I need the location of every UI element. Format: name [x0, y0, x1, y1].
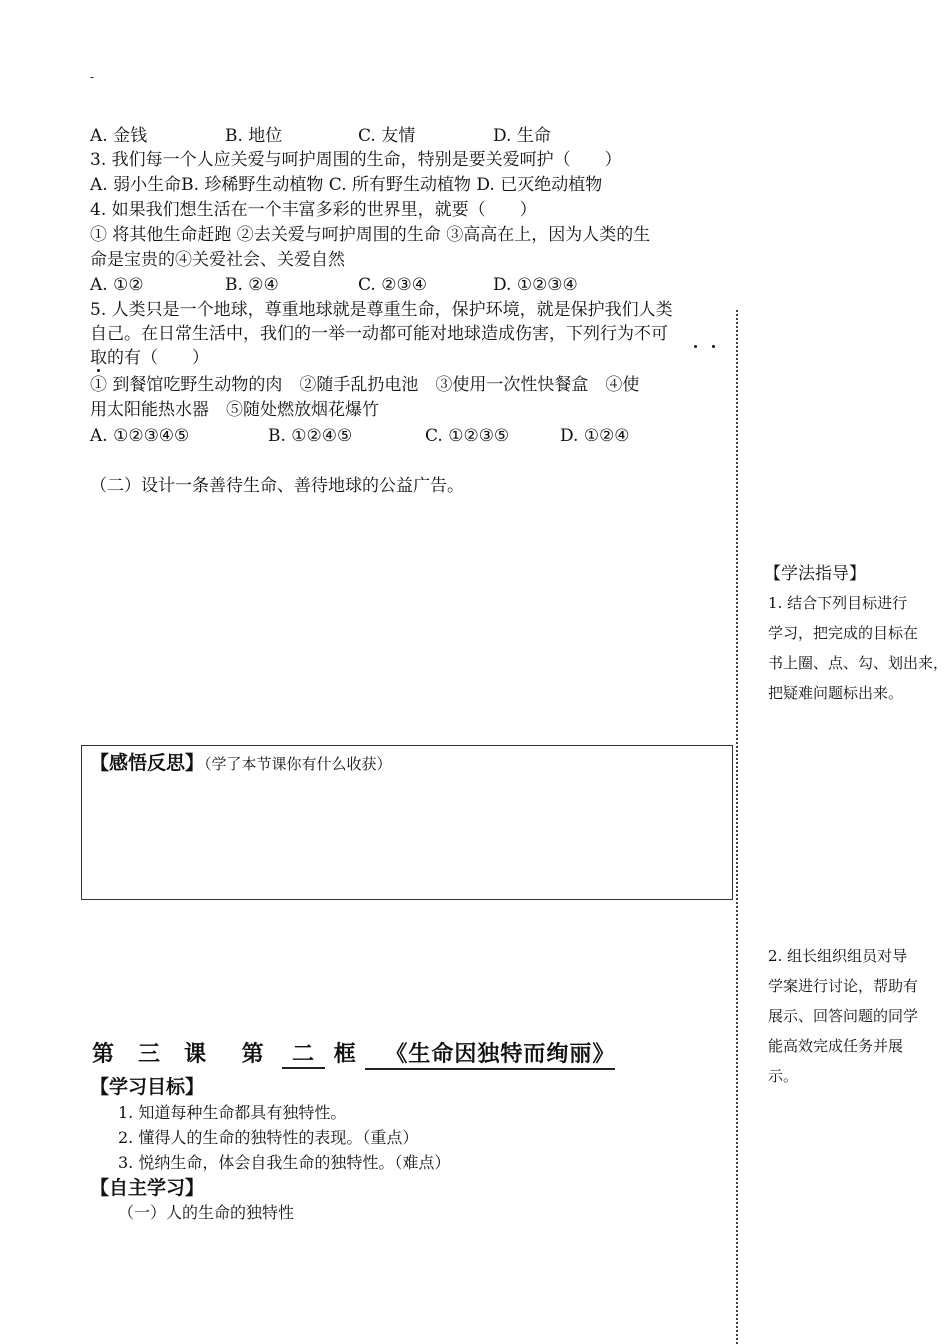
goal-item: 2. 懂得人的生命的独特性的表现。（重点）: [118, 1128, 419, 1147]
q5-line3: 取的有（ ）: [90, 348, 209, 368]
design-task: （二）设计一条善待生命、善待地球的公益广告。: [90, 476, 464, 496]
emphasis-dot: [97, 369, 100, 372]
tip-line: 展示、回答问题的同学: [768, 1007, 919, 1025]
lesson-title: [92, 1037, 615, 1068]
goals-heading: 【学习目标】: [90, 1076, 205, 1098]
page-marker: -: [90, 70, 95, 84]
q2-option-d: D. 生命: [493, 126, 551, 146]
q4-stem: 4. 如果我们想生活在一个丰富多彩的世界里，就要（ ）: [90, 200, 537, 220]
q4-line2: 命是宝贵的④关爱社会、关爱自然: [90, 250, 345, 270]
q5-line1: 5. 人类只是一个地球，尊重地球就是尊重生命，保护环境，就是保护我们人类: [90, 300, 673, 320]
sidebar-heading: 【学法指导】: [764, 564, 866, 584]
q5-line2: 自己。在日常生活中，我们的一举一动都可能对地球造成伤害，下列行为不可: [90, 324, 668, 344]
frame-prefix: 第: [241, 1042, 265, 1067]
emphasis-dot: [694, 345, 697, 348]
tip-line: 2. 组长组织组员对导: [768, 947, 908, 965]
q5-option-a: A. ①②③④⑤: [90, 426, 190, 446]
reflection-box[interactable]: [81, 745, 733, 900]
q5-option-b: B. ①②④⑤: [268, 426, 353, 446]
q2-option-c: C. 友情: [358, 126, 416, 146]
tip-line: 示。: [768, 1067, 799, 1085]
q2-option-a: A. 金钱: [90, 126, 148, 146]
q4-option-d: D. ①②③④: [493, 275, 578, 295]
frame-suffix: 框: [333, 1042, 357, 1067]
tip-line: 能高效完成任务并展: [768, 1037, 904, 1055]
q5-option-d: D. ①②④: [560, 426, 630, 446]
q3-stem: 3. 我们每一个人应关爱与呵护周围的生命，特别是要关爱呵护（ ）: [90, 150, 622, 170]
frame-number: 二: [282, 1042, 325, 1069]
tip-line: 学案进行讨论，帮助有: [768, 977, 919, 995]
q5-option-c: C. ①②③⑤: [425, 426, 510, 446]
q3-options: A. 弱小生命B. 珍稀野生动植物 C. 所有野生动植物 D. 已灭绝动植物: [90, 175, 603, 195]
q5-line5: 用太阳能热水器 ⑤随处燃放烟花爆竹: [90, 400, 379, 420]
tip-line: 把疑难问题标出来。: [768, 684, 904, 702]
lesson-name: 《生命因独特而绚丽》: [365, 1042, 615, 1070]
reflection-prompt: （学了本节课你有什么收获）: [204, 755, 392, 773]
goal-item: 1. 知道每种生命都具有独特性。: [118, 1103, 347, 1122]
goal-item: 3. 悦纳生命，体会自我生命的独特性。（难点）: [118, 1153, 451, 1172]
q4-option-a: A. ①②: [90, 275, 144, 295]
tip-line: 1. 结合下列目标进行: [768, 594, 908, 612]
q4-option-b: B. ②④: [225, 275, 279, 295]
emphasis-dot: [712, 345, 715, 348]
reflection-heading: 【感悟反思】: [90, 752, 205, 774]
q4-option-c: C. ②③④: [358, 275, 427, 295]
margin-divider: [736, 310, 738, 1344]
sidebar-tip-2: [768, 941, 918, 1091]
tip-line: 书上圈、点、勾、划出来，: [768, 654, 949, 672]
sidebar-tip-1: [768, 588, 948, 708]
self-study-item: （一）人的生命的独特性: [118, 1203, 295, 1222]
q5-line4: ① 到餐馆吃野生动物的肉 ②随手乱扔电池 ③使用一次性快餐盒 ④使: [90, 375, 640, 395]
tip-line: 学习，把完成的目标在: [768, 624, 919, 642]
lesson-number: 第 三 课: [92, 1042, 208, 1067]
q2-option-b: B. 地位: [225, 126, 283, 146]
q4-line1: ① 将其他生命赶跑 ②去关爱与呵护周围的生命 ③高高在上，因为人类的生: [90, 225, 651, 245]
self-study-heading: 【自主学习】: [90, 1177, 205, 1199]
